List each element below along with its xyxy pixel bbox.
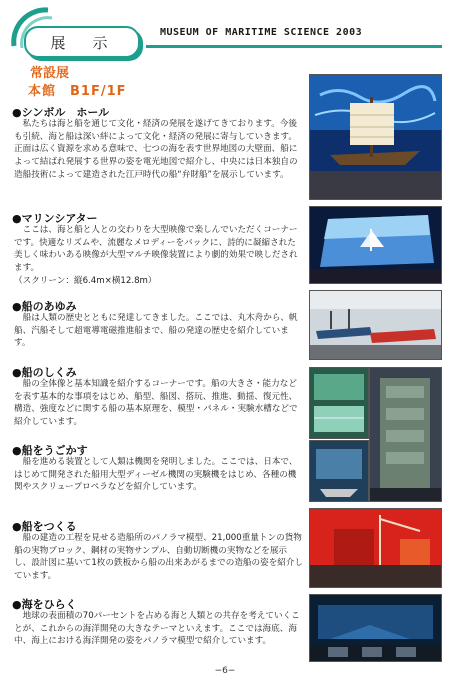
photo-ship-structure-b (309, 440, 369, 502)
museum-title: MUSEUM OF MARITIME SCIENCE 2003 (160, 27, 363, 38)
section-body-ship-structure: 船の全体像と基本知識を紹介するコーナーです。船の大きさ・能力などを表す基本的な事項をはじめ、船型、船図、搭玩、推進、動揺、復元性、構造、強度などに関する船の基本原理を、模型・パネル・実験水槽などで紹介しています。 (14, 379, 298, 428)
section-heading-ship-structure: ●船のしくみ (12, 366, 77, 379)
section-heading-ocean-development: ●海をひらく (12, 598, 77, 611)
section-body-ship-building: 船の建造の工程を見せる造船所のパノラマ模型、21,000重量トンの貨物船の実物ブロック、鋼材の実物サンプル、自動切断機の実物などを展示し、設計図に基いて1枚の鉄板から船の出来あがるまでの造船の姿を紹介しています。 (14, 533, 304, 582)
section-body-symbol-hall: 私たちは海と船を通じて文化・経済の発展を遂げてきております。今後も引続、海と船は深い絆によって文化・経済の発展に寄与していきます。正面は広く資源を求める意味で、七つの海を表す世界地図の大壁面、船によって結ばれ発展する世界の姿を電光地図で紹介し、中央には日本独自の造船技術によって建造された江戸時代の船“弁財船”を展示しています。 (14, 119, 298, 180)
section-heading-marine-theater: ●マリンシアター (12, 212, 98, 225)
section-heading-ship-building: ●船をつくる (12, 520, 77, 533)
photo-ocean-development (309, 594, 442, 662)
photo-ship-history (309, 290, 442, 360)
section-body-marine-theater: ここは、海と船と人との交わりを大型映像で楽しんでいただくコーナーです。快適なリズムや、流麗なメロディーをバックに、詩的に凝縮された美しく味わいある映像が大型マルチ映像装置により劇的効果で映しだされます。 （スクリーン：縦6.4m×横12.8m） (14, 225, 298, 286)
section-body-ocean-development: 地球の表面積の70パーセントを占める海と人類との共存を考えていくことが、これからの海洋開発の大きなテーマといえます。ここでは海底、海中、海上における海洋開発の姿をパノラマ模型で紹介しています。 (14, 611, 300, 647)
section-heading-symbol-hall: ●シンボル ホール (12, 106, 110, 119)
subtitle-permanent: 常設展 (30, 66, 70, 81)
section-heading-ship-history: ●船のあゆみ (12, 300, 77, 313)
photo-ship-engine (369, 367, 442, 502)
photo-ship-building (309, 508, 442, 588)
section-heading-ship-engines: ●船をうごかす (12, 444, 88, 457)
photo-symbol-hall (309, 74, 442, 200)
page-number: −6− (214, 666, 236, 676)
subtitle-floor: 本館 B1F/1F (28, 84, 127, 99)
header-rule (146, 45, 442, 48)
section-body-ship-engines: 船を進める装置として人類は機関を発明しました。ここでは、日本で、はじめて開発された船用大型ディーゼル機関の実験機をはじめ、各種の機関やスクリュープロペラなどを紹介しています。 (14, 457, 298, 493)
section-label: 展 示 (50, 33, 114, 52)
section-body-ship-history: 船は人類の歴史とともに発達してきました。ここでは、丸木舟から、帆船、汽船そして超電導電磁推進船まで、船の発達の歴史を紹介しています。 (14, 313, 298, 349)
section-label-box (24, 26, 140, 58)
photo-marine-theater (309, 206, 442, 284)
photo-ship-structure-a (309, 367, 369, 439)
